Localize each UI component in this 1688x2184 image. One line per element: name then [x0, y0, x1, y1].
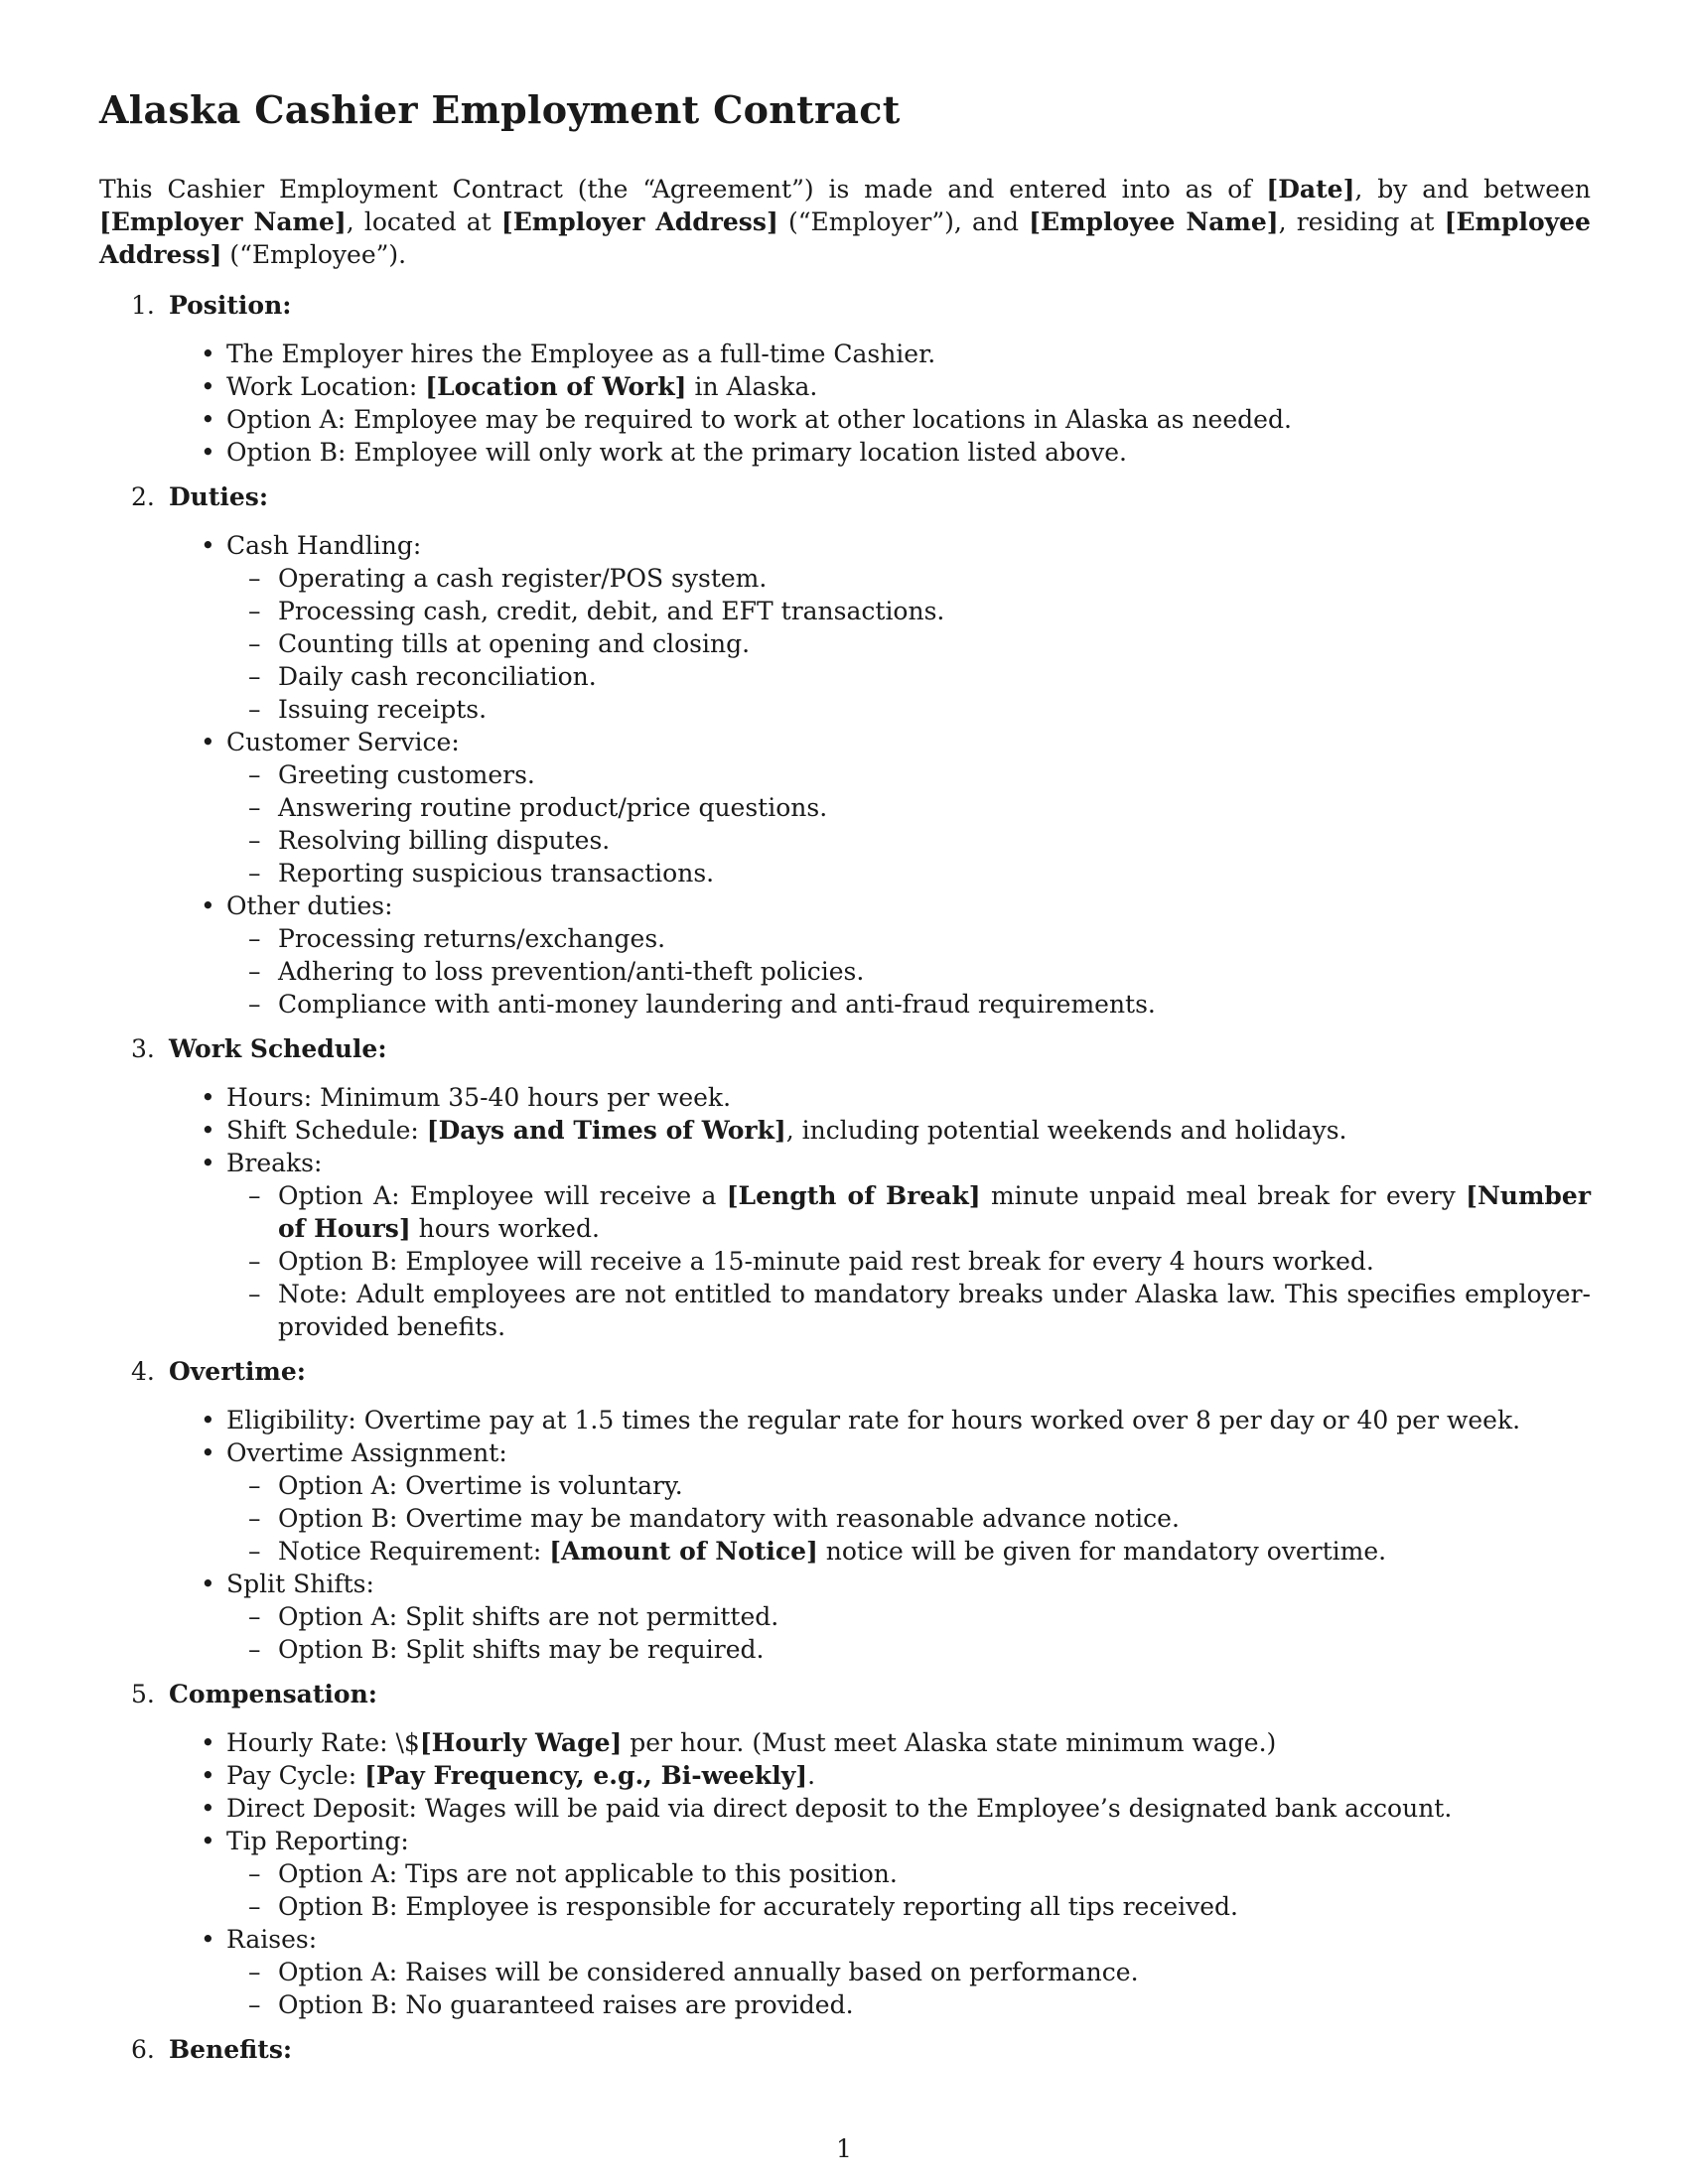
item-text: notice will be given for mandatory overtime. [817, 1537, 1387, 1566]
contract-sections [99, 289, 1591, 2066]
item-label: Split Shifts: [226, 1570, 374, 1598]
section-number: 4. [131, 1357, 155, 1386]
section-heading [131, 1678, 1591, 1710]
location-placeholder: [Location of Work] [425, 372, 687, 401]
section-heading [131, 1032, 1591, 1065]
sub-list [226, 1469, 1591, 1568]
sub-item: – Option B: Overtime may be mandatory with reasonable advance notice. [278, 1502, 1591, 1535]
item-label: Breaks: [226, 1149, 323, 1177]
item-text: Shift Schedule: [226, 1116, 427, 1145]
sub-item: – Reporting suspicious transactions. [278, 857, 1591, 889]
sub-item: – Answering routine product/price questions. [278, 791, 1591, 824]
item-label: Overtime Assignment: [226, 1438, 507, 1467]
sub-item: – Counting tills at opening and closing. [278, 627, 1591, 660]
section-number: 5. [131, 1680, 155, 1708]
item-text: Notice Requirement: [278, 1537, 550, 1566]
sub-item: – Processing returns/exchanges. [278, 922, 1591, 955]
sub-item: – Option B: Employee is responsible for accurately reporting all tips received. [278, 1890, 1591, 1923]
section-heading [131, 480, 1591, 513]
intro-text: (“Employee”). [221, 240, 407, 269]
sub-item: – Option B: No guaranteed raises are provided. [278, 1988, 1591, 2021]
sub-item: – Option B: Split shifts may be required. [278, 1633, 1591, 1666]
section-duties [99, 480, 1591, 1021]
employee-address-placeholder: [Employee Address] [99, 207, 1591, 269]
item-text: per hour. (Must meet Alaska state minimum wage.) [622, 1728, 1277, 1757]
employer-name-placeholder: [Employer Name] [99, 207, 347, 236]
sub-item: – Greeting customers. [278, 758, 1591, 791]
section-title: Compensation: [169, 1680, 377, 1708]
section-number: 6. [131, 2035, 155, 2064]
intro-paragraph [99, 173, 1591, 271]
pay-frequency-placeholder: [Pay Frequency, e.g., Bi-weekly] [364, 1761, 808, 1790]
bullet-list [169, 338, 1591, 469]
item-text: Option A: Employee will receive a [278, 1181, 727, 1210]
hours-placeholder: [Number of Hours] [278, 1181, 1591, 1243]
section-benefits [99, 2033, 1591, 2066]
bullet-list [169, 529, 1591, 1021]
list-item [226, 529, 1591, 726]
section-number: 2. [131, 482, 155, 511]
sub-item: – Resolving billing disputes. [278, 824, 1591, 857]
sub-item: – Option A: Overtime is voluntary. [278, 1469, 1591, 1502]
list-item [226, 370, 1591, 403]
list-item [226, 1436, 1591, 1568]
item-label: Other duties: [226, 891, 393, 920]
list-item [226, 1726, 1591, 1759]
section-heading [131, 289, 1591, 322]
sub-list [226, 758, 1591, 889]
item-text: Pay Cycle: [226, 1761, 365, 1790]
section-position [99, 289, 1591, 469]
section-number: 1. [131, 291, 155, 320]
intro-text: (“Employer”), and [777, 207, 1030, 236]
section-number: 3. [131, 1034, 155, 1063]
section-overtime [99, 1355, 1591, 1666]
item-label: Customer Service: [226, 728, 460, 756]
bullet-list [169, 1081, 1591, 1343]
sub-item: – Option B: Employee will receive a 15-minute paid rest break for every 4 hours worked. [278, 1245, 1591, 1278]
employee-name-placeholder: [Employee Name] [1029, 207, 1279, 236]
item-text: , including potential weekends and holidays. [785, 1116, 1347, 1145]
list-item: • Eligibility: Overtime pay at 1.5 times the regular rate for hours worked over 8 per day or 40 per week. [226, 1404, 1591, 1436]
sub-list [226, 1857, 1591, 1923]
section-title: Overtime: [169, 1357, 307, 1386]
sub-list [226, 1600, 1591, 1666]
sub-item: – Processing cash, credit, debit, and EFT transactions. [278, 595, 1591, 627]
item-text: in Alaska. [686, 372, 818, 401]
section-heading [131, 1355, 1591, 1388]
list-item [226, 1923, 1591, 2021]
sub-list [226, 1179, 1591, 1343]
hourly-wage-placeholder: [Hourly Wage] [419, 1728, 623, 1757]
intro-text: , residing at [1278, 207, 1445, 236]
schedule-placeholder: [Days and Times of Work] [426, 1116, 786, 1145]
sub-list [226, 922, 1591, 1021]
list-item [226, 1759, 1591, 1792]
sub-item: – Daily cash reconciliation. [278, 660, 1591, 693]
sub-item: – Adhering to loss prevention/anti-theft policies. [278, 955, 1591, 988]
page-number: 1 [836, 2134, 852, 2163]
item-label: Tip Reporting: [226, 1827, 409, 1855]
bullet-list [169, 1404, 1591, 1666]
section-work-schedule [99, 1032, 1591, 1343]
date-placeholder: [Date] [1266, 175, 1355, 204]
section-compensation [99, 1678, 1591, 2021]
intro-text: , by and between [1354, 175, 1592, 204]
item-text: . [807, 1761, 816, 1790]
list-item: • Hours: Minimum 35-40 hours per week. [226, 1081, 1591, 1114]
intro-text: , located at [346, 207, 501, 236]
sub-item: – Option A: Tips are not applicable to this position. [278, 1857, 1591, 1890]
sub-list [226, 562, 1591, 726]
item-label: Raises: [226, 1925, 318, 1954]
sub-item: – Operating a cash register/POS system. [278, 562, 1591, 595]
notice-placeholder: [Amount of Notice] [549, 1537, 818, 1566]
bullet-list [169, 1726, 1591, 2021]
list-item: • The Employer hires the Employee as a full-time Cashier. [226, 338, 1591, 370]
sub-item: – Note: Adult employees are not entitled to mandatory breaks under Alaska law. This specifies employer-provided benefits. [278, 1278, 1591, 1343]
sub-item: – Compliance with anti-money laundering and anti-fraud requirements. [278, 988, 1591, 1021]
employer-address-placeholder: [Employer Address] [500, 207, 778, 236]
sub-item [278, 1179, 1591, 1245]
section-heading [131, 2033, 1591, 2066]
section-title: Work Schedule: [169, 1034, 387, 1063]
section-title: Benefits: [169, 2035, 293, 2064]
document-page [99, 87, 1591, 2082]
item-label: Cash Handling: [226, 531, 422, 560]
list-item [226, 726, 1591, 889]
list-item: • Option B: Employee will only work at the primary location listed above. [226, 436, 1591, 469]
list-item [226, 1568, 1591, 1666]
section-title: Duties: [169, 482, 269, 511]
item-text: Work Location: [226, 372, 426, 401]
list-item [226, 1147, 1591, 1343]
list-item: • Direct Deposit: Wages will be paid via direct deposit to the Employee’s designated bank account. [226, 1792, 1591, 1825]
list-item: • Option A: Employee may be required to work at other locations in Alaska as needed. [226, 403, 1591, 436]
sub-item: – Option A: Split shifts are not permitted. [278, 1600, 1591, 1633]
list-item [226, 1825, 1591, 1923]
page-title: Alaska Cashier Employment Contract [99, 87, 901, 132]
break-length-placeholder: [Length of Break] [726, 1181, 981, 1210]
item-text: minute unpaid meal break for every [980, 1181, 1467, 1210]
item-text: hours worked. [410, 1214, 600, 1243]
section-title: Position: [169, 291, 292, 320]
sub-list [226, 1956, 1591, 2021]
list-item [226, 889, 1591, 1021]
sub-item [278, 1535, 1591, 1568]
list-item [226, 1114, 1591, 1147]
sub-item: – Option A: Raises will be considered annually based on performance. [278, 1956, 1591, 1988]
sub-item: – Issuing receipts. [278, 693, 1591, 726]
item-text: Hourly Rate: \$ [226, 1728, 420, 1757]
intro-text: This Cashier Employment Contract (the “Agreement”) is made and entered into as of [99, 175, 1267, 204]
